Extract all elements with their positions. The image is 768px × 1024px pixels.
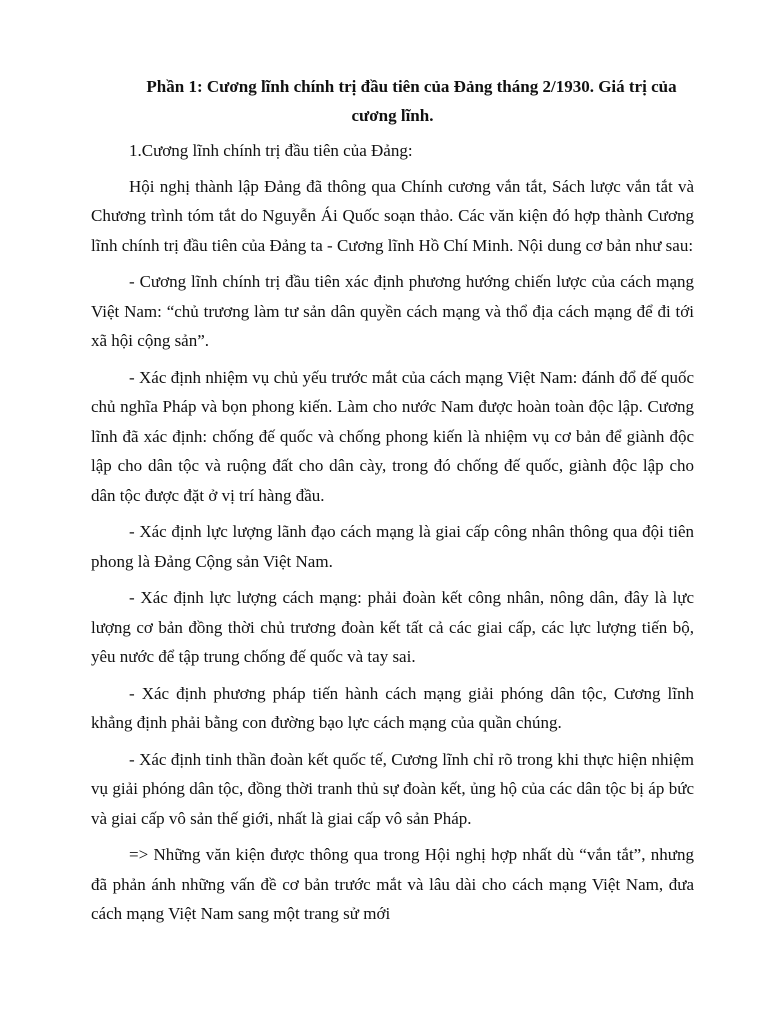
section-heading: 1.Cương lĩnh chính trị đầu tiên của Đảng: — [129, 141, 413, 160]
paragraph-forces: - Xác định lực lượng cách mạng: phải đoàn kết công nhân, nông dân, đây là lực lượng cơ bản đồng thời chủ trương đoàn kết tất cả các giai cấp, các lực lượng tiến bộ, yêu nước để tập trung chống đế quốc và tay sai. — [91, 588, 694, 666]
document-page — [91, 72, 694, 936]
paragraph-intro: Hội nghị thành lập Đảng đã thông qua Chính cương vắn tắt, Sách lược vắn tắt và Chương trình tóm tắt do Nguyễn Ái Quốc soạn thảo. Các văn kiện đó hợp thành Cương lĩnh chính trị đầu tiên của Đảng ta - Cương lĩnh Hồ Chí Minh. Nội dung cơ bản như sau: — [91, 176, 694, 255]
document-title: Phần 1: Cương lĩnh chính trị đầu tiên của Đảng tháng 2/1930. Giá trị của cương lĩnh. — [146, 77, 677, 125]
paragraph-international: - Xác định tinh thần đoàn kết quốc tế, Cương lĩnh chỉ rõ trong khi thực hiện nhiệm vụ giải phóng dân tộc, đồng thời tranh thủ sự đoàn kết, ủng hộ của các dân tộc bị áp bức và giai cấp vô sản thế giới, nhất là giai cấp vô sản Pháp. — [91, 749, 694, 828]
paragraph-strategy: - Cương lĩnh chính trị đầu tiên xác định phương hướng chiến lược của cách mạng Việt Nam: “chủ trương làm tư sản dân quyền cách mạng và thổ địa cách mạng để đi tới xã hội cộng sản”. — [91, 272, 694, 350]
paragraph-method: - Xác định phương pháp tiến hành cách mạng giải phóng dân tộc, Cương lĩnh khẳng định phải bằng con đường bạo lực cách mạng của quần chúng. — [91, 683, 694, 732]
paragraph-tasks: - Xác định nhiệm vụ chủ yếu trước mắt của cách mạng Việt Nam: đánh đổ đế quốc chủ nghĩa Pháp và bọn phong kiến. Làm cho nước Nam được hoàn toàn độc lập. Cương lĩnh đã xác định: chống đế quốc và chống phong kiến là nhiệm vụ cơ bản để giành độc lập cho dân tộc và ruộng đất cho dân cày, trong đó chống đế quốc, giành độc lập cho dân tộc được đặt ở vị trí hàng đầu. — [91, 367, 694, 505]
paragraph-leadership: - Xác định lực lượng lãnh đạo cách mạng là giai cấp công nhân thông qua đội tiên phong là Đảng Cộng sản Việt Nam. — [91, 522, 694, 571]
paragraph-conclusion: => Những văn kiện được thông qua trong Hội nghị hợp nhất dù “vắn tắt”, nhưng đã phản ánh những vấn đề cơ bản trước mắt và lâu dài cho cách mạng Việt Nam, đưa cách mạng Việt Nam sang một trang sử mới — [91, 845, 694, 923]
